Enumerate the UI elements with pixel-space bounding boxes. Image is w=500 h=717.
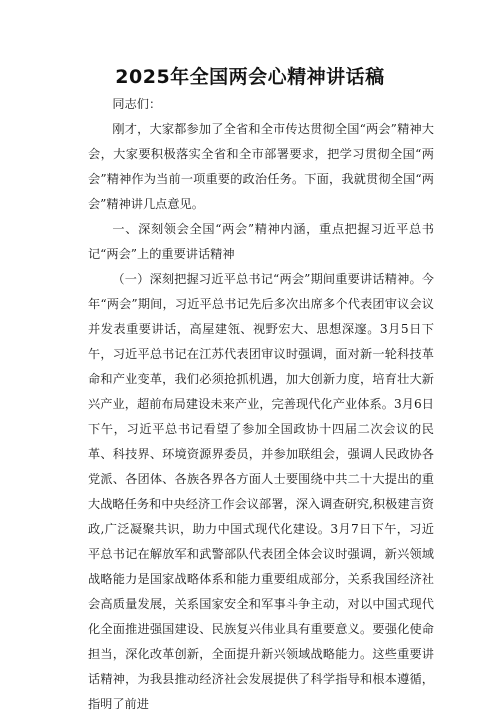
paragraph-subsection-1: （一）深刻把握习近平总书记“两会”期间重要讲话精神。今年“两会”期间，习近平总书记先后多次出席多个代表团审议会议并发表重要讲话，高屋建瓴、视野宏大、思想深邃。3月5日下午，习近平总书记在江苏代表团审议时强调，面对新一轮科技革命和产业变革，我们必须抢抓机遇，加大创新力度，培育壮大新兴产业，超前布局建设未来产业，完善现代化产业体系。3月6日下午，习近平总书记看望了参加全国政协十四届二次会议的民革、科技界、环境资源界委员，并参加联组会，强调人民政协各党派、各团体、各族各界各方面人士要围绕中共二十大提出的重大战略任务和中央经济工作会议部署，深入调查研究,积极建言资政,广泛凝聚共识，助力中国式现代化建设。3月7日下午，习近平总书记在解放军和武警部队代表团全体会议时强调，新兴领域战略能力是国家战略体系和能力重要组成部分，关系我国经济社会高质量发展，关系国家安全和军事斗争主动，对以中国式现代化全面推进强国建设、民族复兴伟业具有重要意义。要强化使命担当，深化改革创新，全面提升新兴领域战略能力。这些重要讲话精神，为我县推动经济社会发展提供了科学指导和根本遵循，指明了前进	[88, 272, 434, 711]
section-heading-1: 一、深刻领会全国“两会”精神内涵，重点把握习近平总书记“两会”上的重要讲话精神	[88, 222, 434, 261]
document-body	[88, 92, 434, 717]
paragraph-intro: 刚才，大家都参加了全省和全市传达贯彻全国“两会”精神大会，大家要积极落实全省和全市部署要求，把学习贯彻全国“两会”精神作为当前一项重要的政治任务。下面，我就贯彻全国“两会”精神讲几点意见。	[88, 122, 434, 211]
salutation: 同志们：	[112, 97, 162, 111]
document-title: 2025年全国两会心精神讲话稿	[115, 66, 385, 88]
